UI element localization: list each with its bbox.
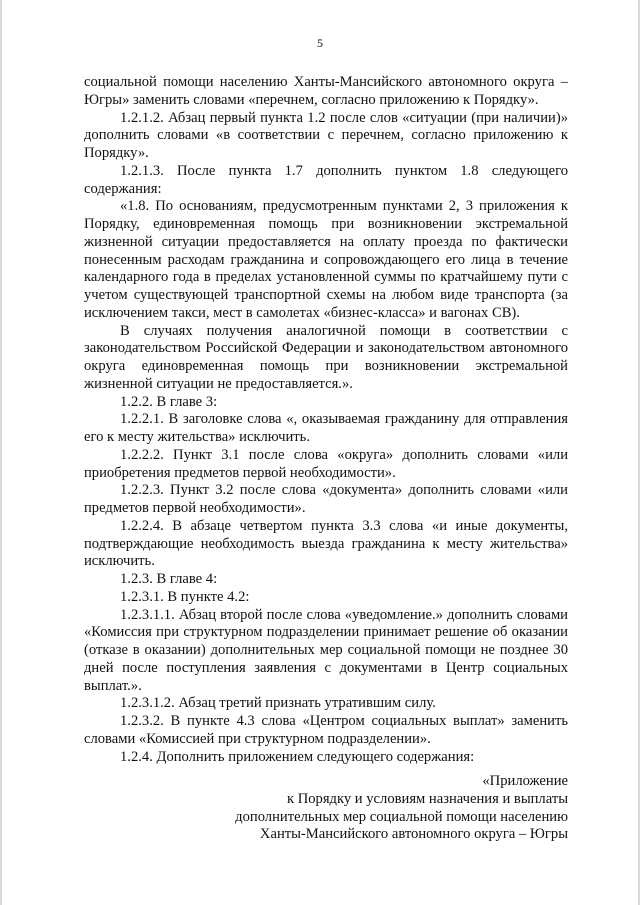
paragraph-1-2-2: 1.2.2. В главе 3: — [120, 393, 218, 410]
paragraph-1-2-3-1-1: 1.2.3.1.1. Абзац второй после слова «уведомление.» дополнить словами «Комиссия при структурном подразделении принимает решение об оказании (отказе в оказании) дополнительных мер социальной помощи не позднее 30 дней после поступления заявления с документами в Центр социальных выплат.». — [84, 606, 568, 694]
paragraph-1-2-2-1: 1.2.2.1. В заголовке слова «, оказываемая гражданину для отправления его к месту жительства» исключить. — [84, 411, 568, 445]
appendix-heading-line: к Порядку и условиям назначения и выплаты — [286, 790, 568, 807]
paragraph-1-2-1-2: 1.2.1.2. Абзац первый пункта 1.2 после слов «ситуации (при наличии)» дополнить словами «в соответствии с перечнем, согласно приложению к Порядку». — [84, 109, 568, 161]
paragraph-1-2-4: 1.2.4. Дополнить приложением следующего содержания: — [120, 748, 475, 765]
paragraph-similar-help: В случаях получения аналогичной помощи в соответствии с законодательством Российской Федерации и законодательством автономного округа единовременная помощь при возникновении экстремальной жизненной ситуации не предоставляется.». — [84, 322, 568, 392]
paragraph-1-2-1-3: 1.2.1.3. После пункта 1.7 дополнить пунктом 1.8 следующего содержания: — [84, 162, 568, 197]
paragraph-1-2-2-4: 1.2.2.4. В абзаце четвертом пункта 3.3 слова «и иные документы, подтверждающие необходимость выезда гражданина к месту жительства» исключить. — [84, 517, 568, 570]
paragraph-1-2-3-1: 1.2.3.1. В пункте 4.2: — [120, 588, 250, 605]
paragraph-quote-1-8: «1.8. По основаниям, предусмотренным пунктами 2, 3 приложения к Порядку, единовременная помощь при возникновении экстремальной жизненной ситуации предоставляется на оплату проезда по фактически понесенным расходам гражданина и сопровождающего его лица в течение календарного года в пределах установленной суммы по кратчайшему пути с учетом существующей транспортной схемы на любом виде транспорта (за исключением такси, мест в самолетах «бизнес-класса» и вагонах СВ). — [84, 198, 568, 321]
appendix-heading — [200, 773, 568, 844]
appendix-heading-line: дополнительных мер социальной помощи населению — [235, 808, 568, 825]
paragraph-1-2-3-2: 1.2.3.2. В пункте 4.3 слова «Центром социальных выплат» заменить словами «Комиссией при структурном подразделении». — [84, 713, 568, 747]
appendix-heading-line: «Приложение — [482, 773, 568, 789]
paragraph-1-2-3: 1.2.3. В главе 4: — [120, 571, 218, 587]
document-body — [84, 74, 568, 766]
paragraph-continuation: социальной помощи населению Ханты-Мансийского автономного округа – Югры» заменить словами «перечнем, согласно приложению к Порядку». — [84, 74, 568, 108]
paragraph-1-2-3-1-2: 1.2.3.1.2. Абзац третий признать утратившим силу. — [120, 695, 436, 712]
page-edge-left — [0, 0, 2, 905]
page-number: 5 — [317, 36, 323, 50]
paragraph-1-2-2-3: 1.2.2.3. Пункт 3.2 после слова «документа» дополнить словами «или предметов первой необходимости». — [84, 482, 568, 516]
paragraph-1-2-2-2: 1.2.2.2. Пункт 3.1 после слова «округа» дополнить словами «или приобретения предметов первой необходимости». — [84, 446, 568, 481]
appendix-heading-line: Ханты-Мансийского автономного округа – Югры — [259, 826, 568, 843]
